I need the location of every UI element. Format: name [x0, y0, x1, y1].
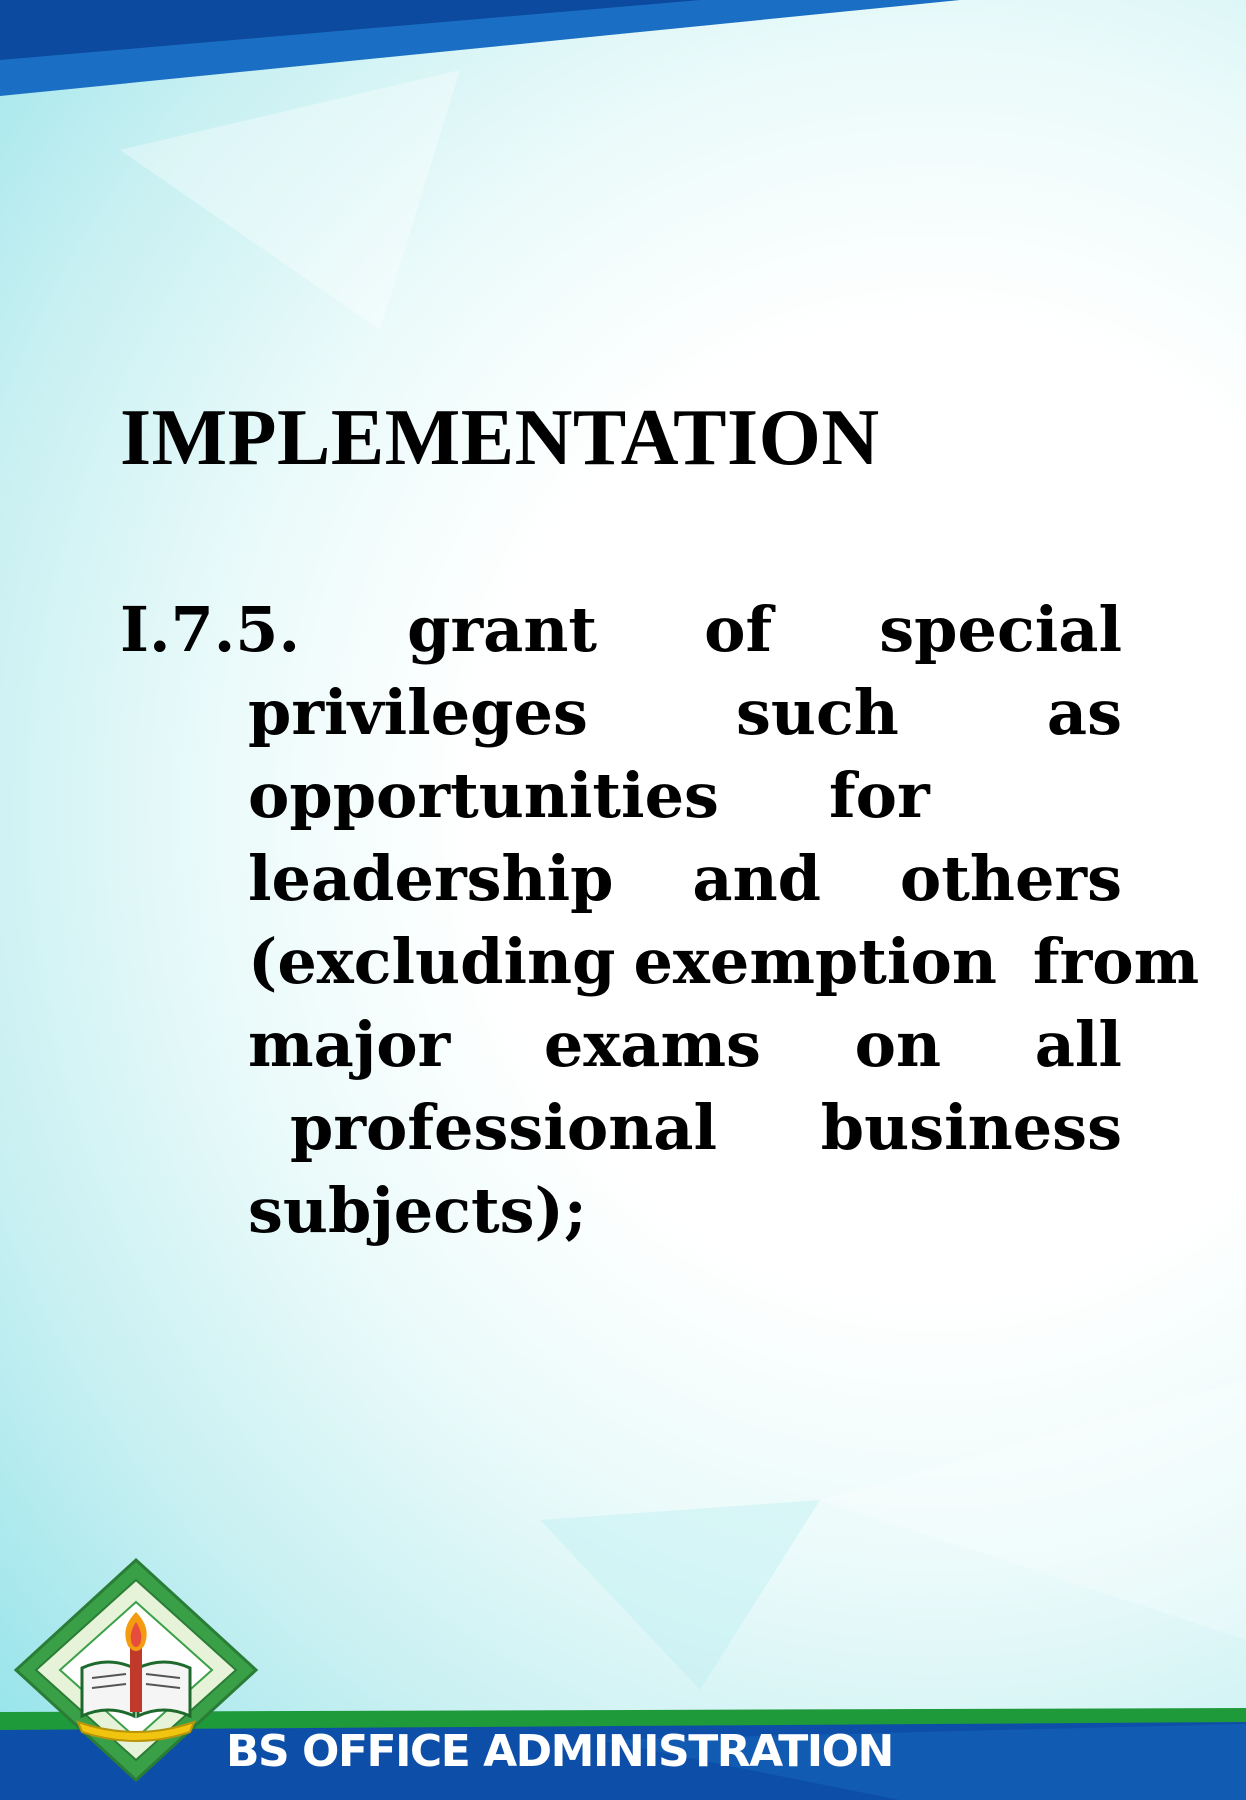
slide-title: IMPLEMENTATION	[120, 394, 880, 482]
word: (excluding	[248, 925, 616, 998]
item-line-7	[290, 1086, 1122, 1169]
item-line-5	[248, 920, 1200, 1003]
item-line-1	[120, 588, 1122, 671]
word: on	[854, 1008, 942, 1081]
item-line-6	[248, 1003, 1122, 1086]
facet-bottom-right	[820, 1380, 1246, 1640]
word: for	[828, 759, 930, 832]
word: exams	[543, 1008, 761, 1081]
word: professional	[290, 1091, 718, 1164]
item-line-4	[248, 837, 1122, 920]
item-line-3	[248, 754, 1122, 837]
program-name: BS OFFICE ADMINISTRATION	[226, 1726, 893, 1777]
torch-icon	[130, 1648, 142, 1712]
word: grant	[407, 593, 598, 666]
word: others	[899, 842, 1122, 915]
word: opportunities	[248, 759, 719, 832]
word: from	[1032, 925, 1200, 998]
word: leadership	[248, 842, 614, 915]
word: subjects);	[248, 1174, 587, 1247]
word: major	[248, 1008, 451, 1081]
word: as	[1046, 676, 1122, 749]
book-icon-right	[138, 1662, 190, 1716]
item-line-8	[248, 1169, 1122, 1252]
university-seal-logo	[12, 1556, 260, 1784]
implementation-item	[120, 588, 1200, 1252]
word: and	[692, 842, 822, 915]
item-line-2	[248, 671, 1122, 754]
facet-bottom-mid	[540, 1500, 820, 1690]
word: such	[735, 676, 899, 749]
facet-top	[120, 70, 460, 330]
word: all	[1034, 1008, 1122, 1081]
word: exemption	[633, 925, 997, 998]
item-number: I.7.5.	[120, 593, 301, 666]
book-icon	[82, 1662, 134, 1716]
word: special	[879, 593, 1122, 666]
word: privileges	[248, 676, 588, 749]
word: business	[820, 1091, 1122, 1164]
word: of	[704, 593, 773, 666]
